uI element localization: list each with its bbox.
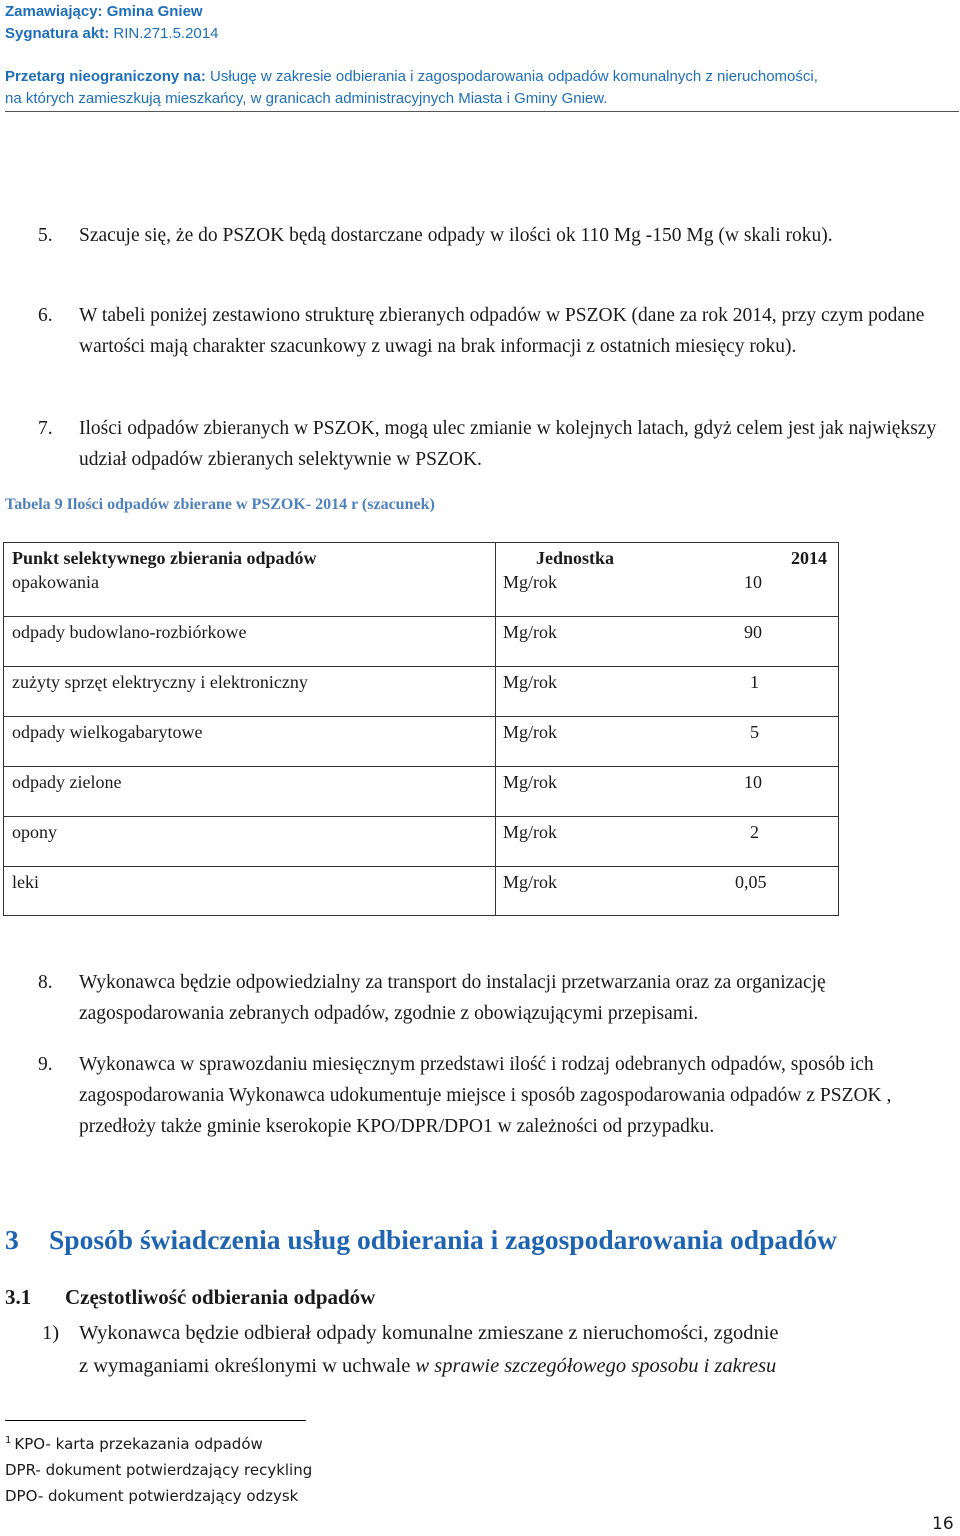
list-item-text-plain: z wymaganiami określonymi w uchwale (79, 1355, 416, 1377)
list-item-text: Ilości odpadów zbieranych w PSZOK, mogą ulec zmianie w kolejnych latach, gdyż celem jest jak największy udział odpadów zbieranych selektywnie w PSZOK. (79, 418, 937, 470)
table-cell-name: zużyty sprzęt elektryczny i elektroniczny (12, 672, 308, 692)
header-orderer (5, 1, 203, 23)
footnote-line: DPR- dokument potwierdzający recykling (5, 1461, 313, 1479)
signature-value: RIN.271.5.2014 (113, 25, 219, 42)
table-cell-unit: Mg/rok (503, 722, 557, 742)
signature-label: Sygnatura akt: (5, 25, 110, 42)
table-cell-unit: Mg/rok (503, 772, 557, 792)
table-row-divider (4, 816, 838, 817)
list-item-9 (38, 1049, 943, 1142)
tender-value-line1: Usługę w zakresie odbierania i zagospodarowania odpadów komunalnych z nieruchomości, (210, 68, 818, 85)
footnote-line (5, 1435, 263, 1453)
list-item-text: W tabeli poniżej zestawiono strukturę zbieranych odpadów w PSZOK (dane za rok 2014, przy czym podane wartości mają charakter szacunkowy z uwagi na brak informacji z ostatnich miesięcy roku). (79, 305, 925, 357)
list-item-7 (38, 413, 943, 475)
table-cell-name: odpady budowlano-rozbiórkowe (12, 622, 247, 642)
section-title: Sposób świadczenia usług odbierania i zagospodarowania odpadów (49, 1224, 838, 1255)
table-row-divider (4, 666, 838, 667)
table-cell-unit: Mg/rok (503, 672, 557, 692)
footnote-line: DPO- dokument potwierdzający odzysk (5, 1487, 299, 1505)
header-tender-line2 (5, 88, 607, 110)
header-divider (5, 111, 959, 112)
table-row-divider (4, 616, 838, 617)
page-number: 16 (932, 1514, 954, 1534)
list-item-number: 7. (38, 418, 53, 439)
table-cell-value: 2 (750, 822, 759, 842)
table-cell-value: 5 (750, 722, 759, 742)
header-signature (5, 23, 218, 45)
list-item-number: 6. (38, 305, 53, 326)
table-row-divider (4, 766, 838, 767)
list-item-number: 9. (38, 1054, 53, 1075)
table-cell-unit: Mg/rok (503, 822, 557, 842)
table-column-divider (495, 543, 496, 915)
list-item-text: Szacuje się, że do PSZOK będą dostarczane odpady w ilości ok 110 Mg -150 Mg (w skali roku). (79, 225, 833, 246)
tender-value-line2: na których zamieszkują mieszkańcy, w granicach administracyjnych Miasta i Gminy Gniew. (5, 90, 608, 107)
orderer-value: Gmina Gniew (106, 3, 203, 20)
subsection-heading (5, 1285, 375, 1310)
footnote-text: KPO- karta przekazania odpadów (14, 1435, 263, 1453)
waste-table (3, 542, 839, 916)
table-cell-name: opony (12, 822, 57, 842)
table-cell-name: odpady zielone (12, 772, 122, 792)
list-item-text: Wykonawca w sprawozdaniu miesięcznym przedstawi ilość i rodzaj odebranych odpadów, sposób ich zagospodarowania Wykonawca udokumentuje miejsce i sposób zagospodarowania odpadów z PSZOK , przedłoży także gminie kserokopie KPO/DPR/DPO1 w zależności od przypadku. (79, 1054, 892, 1137)
table-row-divider (4, 716, 838, 717)
table-cell-unit: Mg/rok (503, 872, 557, 892)
list-item-text-italic: w sprawie szczegółowego sposobu i zakresu (415, 1355, 777, 1377)
table-row-divider (4, 866, 838, 867)
list-item-number: 8. (38, 972, 53, 993)
table-cell-value: 10 (744, 772, 762, 792)
table-cell-value: 0,05 (735, 872, 767, 892)
table-cell-unit: Mg/rok (503, 622, 557, 642)
footnote-separator (5, 1420, 306, 1421)
table-cell-name: leki (12, 872, 39, 892)
table-cell-name: odpady wielkogabarytowe (12, 722, 203, 742)
table-header-year: 2014 (791, 548, 827, 568)
subsection-number: 3.1 (5, 1285, 32, 1309)
list-item-5 (38, 220, 943, 251)
table-cell-value: 1 (750, 672, 759, 692)
section-heading (5, 1224, 837, 1256)
orderer-label: Zamawiający: (5, 3, 103, 20)
list-item-text: Wykonawca będzie odpowiedzialny za transport do instalacji przetwarzania oraz za organizację zagospodarowania zebranych odpadów, zgodnie z obowiązującymi przepisami. (79, 972, 826, 1024)
table-header-point: Punkt selektywnego zbierania odpadów (12, 548, 317, 568)
list-item-text-line1: Wykonawca będzie odbierał odpady komunalne zmieszane z nieruchomości, zgodnie (79, 1322, 779, 1344)
table-cell-name: opakowania (12, 572, 99, 592)
table-cell-unit: Mg/rok (503, 572, 557, 592)
header-tender-line1 (5, 66, 818, 88)
list-item-text-line2 (79, 1350, 952, 1383)
list-item-6 (38, 300, 943, 362)
list-item-1 (42, 1317, 952, 1383)
footnote-marker: 1 (5, 1435, 12, 1446)
table-cell-value: 90 (744, 622, 762, 642)
subsection-title: Częstotliwość odbierania odpadów (65, 1285, 376, 1309)
table-caption: Tabela 9 Ilości odpadów zbierane w PSZOK- 2014 r (szacunek) (5, 496, 435, 513)
list-item-number: 1) (42, 1322, 60, 1344)
table-header-unit: Jednostka (536, 548, 615, 568)
list-item-number: 5. (38, 225, 53, 246)
section-number: 3 (5, 1224, 19, 1255)
tender-label: Przetarg nieograniczony na: (5, 68, 206, 85)
table-cell-value: 10 (744, 572, 762, 592)
list-item-8 (38, 967, 943, 1029)
